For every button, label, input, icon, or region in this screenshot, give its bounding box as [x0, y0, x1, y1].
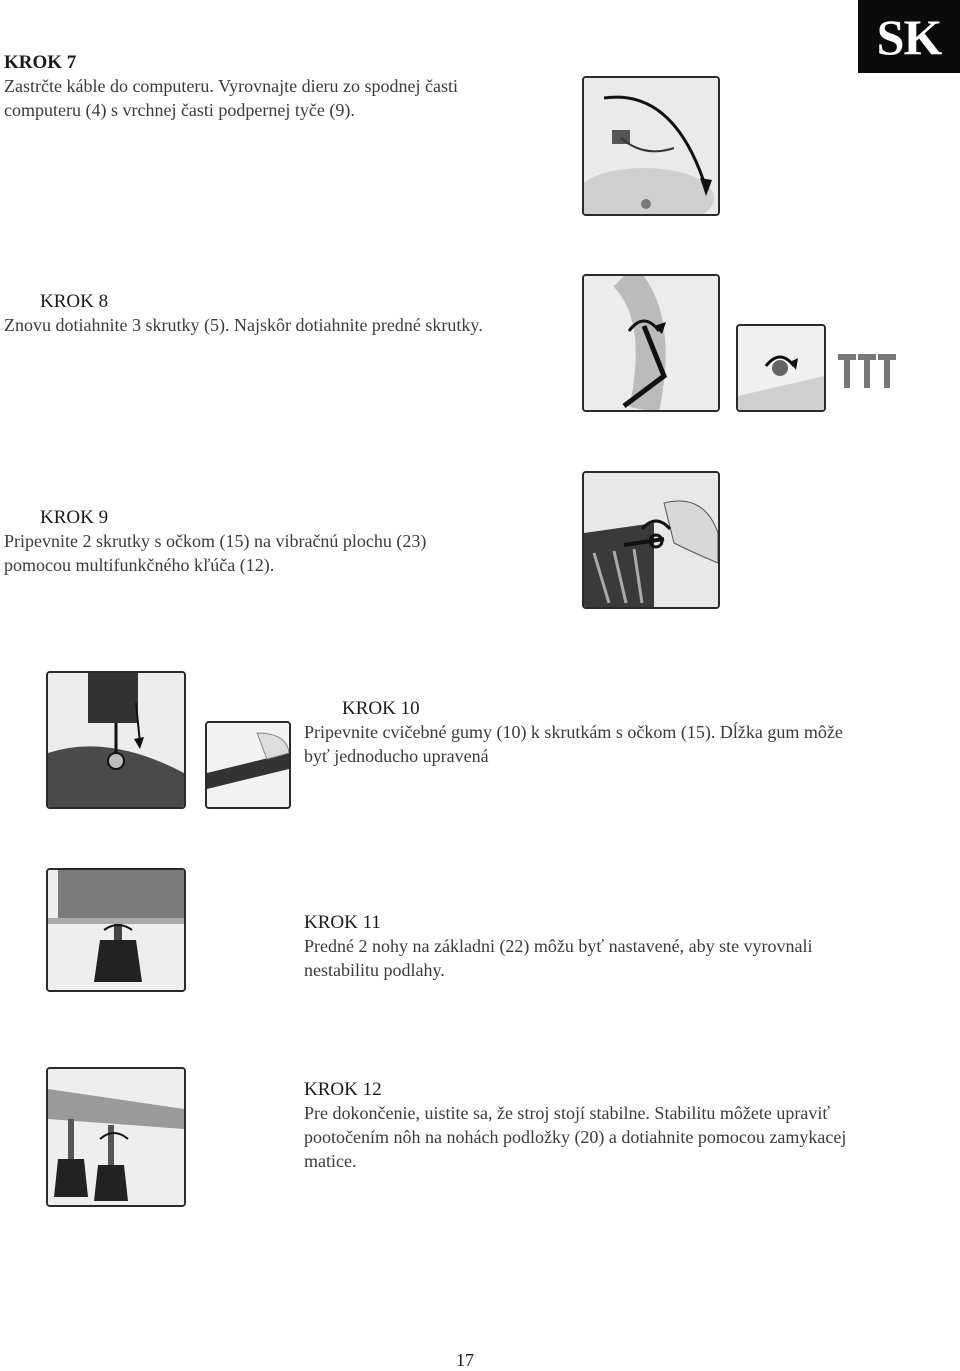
step-10-line-2: byť jednoducho upravená [304, 746, 489, 766]
cable-routing-illustration [584, 78, 718, 214]
step-7-line-1: Zastrčte káble do computeru. Vyrovnajte dieru zo spodnej časti [4, 76, 459, 96]
step-8-photo-wrench [582, 274, 720, 412]
screw-closeup-illustration [738, 326, 824, 410]
step-9-text [4, 529, 426, 577]
step-12-line-3: matice. [304, 1151, 357, 1171]
step-12-line-2: pootočením nôh na nohách podložky (20) a dotiahnite pomocou zamykacej [304, 1127, 847, 1147]
step-7-line-2: computeru (4) s vrchnej časti podpernej tyče (9). [4, 100, 355, 120]
page-number: 17 [456, 1350, 474, 1370]
step-7-photo [582, 76, 720, 216]
step-8-photo-closeup [736, 324, 826, 412]
step-11-photo [46, 868, 186, 992]
step-9-line-1: Pripevnite 2 skrutky s očkom (15) na vibračnú plochu (23) [4, 531, 427, 551]
eye-bolt-fitting-illustration [584, 473, 718, 607]
three-screws-illustration [836, 350, 898, 390]
step-10-title: KROK 10 [342, 698, 420, 719]
step-12-line-1: Pre dokončenie, uistite sa, že stroj stojí stabilne. Stabilitu môžete upraviť [304, 1103, 831, 1123]
step-10-text [304, 720, 843, 768]
step-8-title: KROK 8 [40, 291, 109, 312]
step-11-line-1: Predné 2 nohy na základni (22) môžu byť nastavené, aby ste vyrovnali [304, 936, 813, 956]
step-10-line-1: Pripevnite cvičebné gumy (10) k skrutkám s očkom (15). Dĺžka gum môže [304, 722, 843, 742]
wrench-tightening-illustration [584, 276, 718, 410]
step-9-title: KROK 9 [40, 507, 109, 528]
strap-attachment-illustration [48, 673, 184, 807]
step-8-line-1: Znovu dotiahnite 3 skrutky (5). Najskôr dotiahnite predné skrutky. [4, 315, 483, 335]
locking-nut-illustration [48, 1069, 184, 1205]
step-12-photo [46, 1067, 186, 1207]
step-10-photo-strap [46, 671, 186, 809]
step-10-photo-hand [205, 721, 291, 809]
adjustable-foot-illustration [48, 870, 184, 990]
step-12-text [304, 1101, 846, 1173]
step-11-title: KROK 11 [304, 912, 381, 933]
step-7-text [4, 74, 458, 122]
step-8-text [4, 313, 483, 337]
language-badge: SK [858, 0, 960, 73]
step-7-title: KROK 7 [4, 52, 77, 73]
step-11-text [304, 934, 813, 982]
step-12-title: KROK 12 [304, 1079, 382, 1100]
strap-adjust-illustration [207, 723, 289, 807]
step-11-line-2: nestabilitu podlahy. [304, 960, 445, 980]
step-9-photo [582, 471, 720, 609]
step-9-line-2: pomocou multifunkčného kľúča (12). [4, 555, 275, 575]
